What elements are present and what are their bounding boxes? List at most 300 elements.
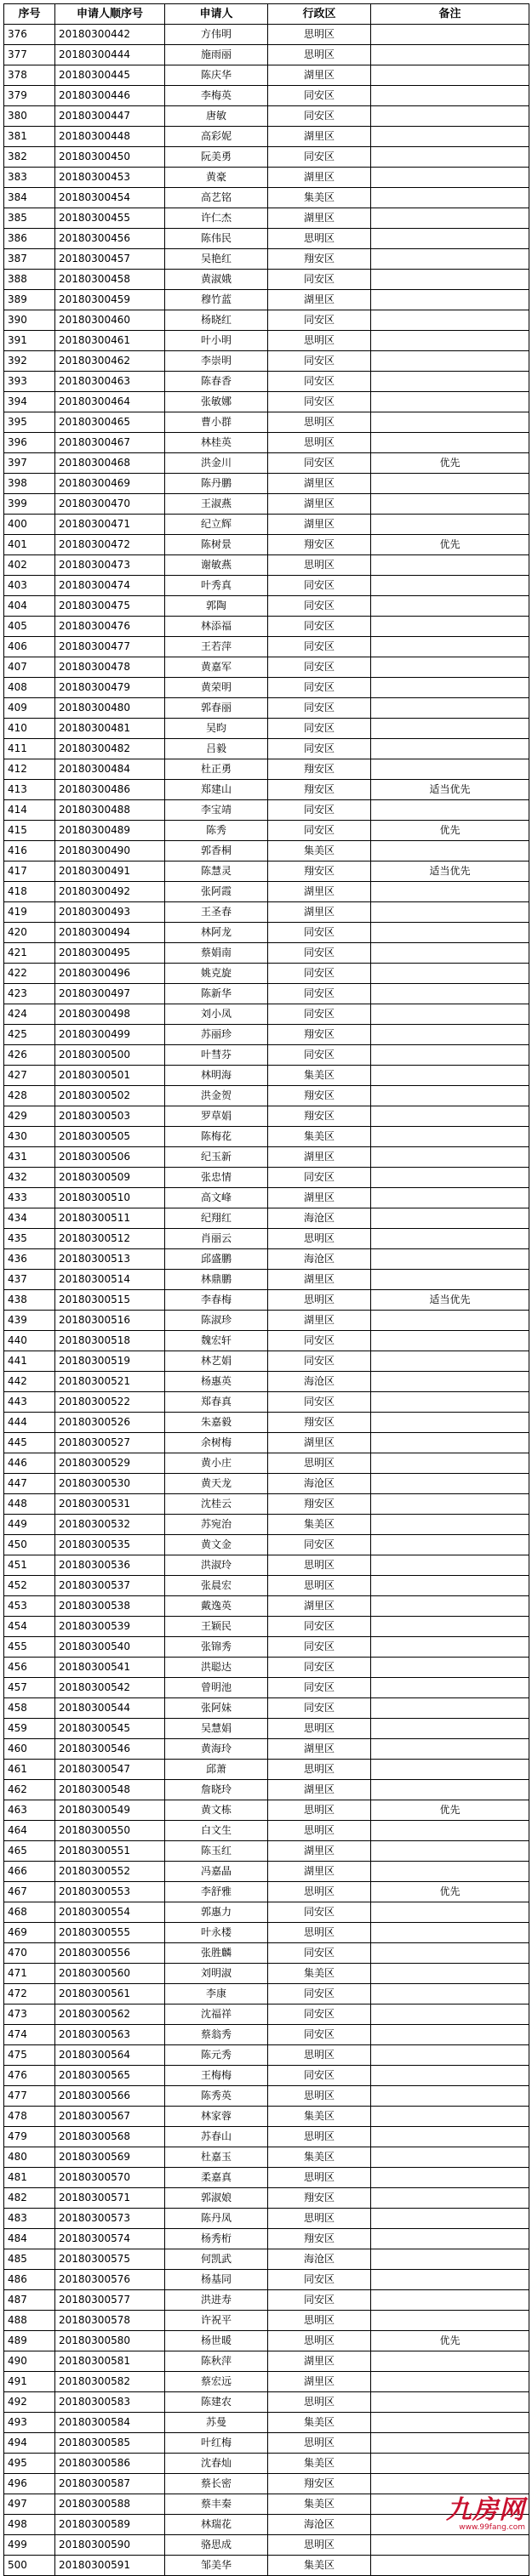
- table-row: [4, 2249, 529, 2270]
- cell-name: 叶红梅: [165, 2433, 268, 2454]
- table-row: [4, 2209, 529, 2229]
- cell-remark: [371, 739, 529, 759]
- cell-remark: [371, 902, 529, 923]
- cell-code: 20180300563: [55, 2025, 165, 2045]
- cell-district: 思明区: [268, 1760, 371, 1780]
- cell-district: 思明区: [268, 2086, 371, 2107]
- cell-no: 466: [4, 1862, 55, 1882]
- cell-remark: 适当优先: [371, 1290, 529, 1311]
- cell-remark: [371, 45, 529, 65]
- cell-name: 洪淑玲: [165, 1555, 268, 1576]
- table-row: [4, 657, 529, 678]
- cell-name: 蔡丰秦: [165, 2494, 268, 2515]
- cell-remark: [371, 1331, 529, 1351]
- cell-district: 湖里区: [268, 1311, 371, 1331]
- cell-district: 湖里区: [268, 127, 371, 147]
- cell-name: 白文生: [165, 1821, 268, 1841]
- cell-remark: [371, 331, 529, 351]
- cell-remark: [371, 1004, 529, 1025]
- cell-district: 思明区: [268, 1453, 371, 1474]
- cell-no: 415: [4, 821, 55, 841]
- cell-no: 439: [4, 1311, 55, 1331]
- cell-no: 394: [4, 392, 55, 412]
- cell-name: 黄豪: [165, 168, 268, 188]
- table-row: [4, 1637, 529, 1658]
- cell-district: 思明区: [268, 1821, 371, 1841]
- cell-no: 473: [4, 2005, 55, 2025]
- cell-name: 杨秀桁: [165, 2229, 268, 2249]
- cell-name: 李康: [165, 1984, 268, 2005]
- cell-no: 462: [4, 1780, 55, 1800]
- cell-code: 20180300519: [55, 1351, 165, 1372]
- cell-remark: [371, 1760, 529, 1780]
- cell-district: 思明区: [268, 555, 371, 576]
- cell-code: 20180300576: [55, 2270, 165, 2290]
- cell-district: 湖里区: [268, 65, 371, 86]
- cell-code: 20180300476: [55, 617, 165, 637]
- table-row: [4, 1433, 529, 1453]
- cell-no: 471: [4, 1964, 55, 1984]
- table-row: [4, 1515, 529, 1535]
- cell-code: 20180300486: [55, 780, 165, 800]
- cell-district: 集美区: [268, 2147, 371, 2168]
- cell-district: 湖里区: [268, 2351, 371, 2372]
- cell-code: 20180300585: [55, 2433, 165, 2454]
- cell-district: 同安区: [268, 1902, 371, 1923]
- cell-remark: [371, 1229, 529, 1249]
- cell-remark: [371, 2066, 529, 2086]
- cell-remark: [371, 168, 529, 188]
- cell-district: 集美区: [268, 2107, 371, 2127]
- cell-district: 集美区: [268, 1127, 371, 1147]
- cell-district: 翔安区: [268, 535, 371, 555]
- cell-district: 同安区: [268, 453, 371, 474]
- cell-code: 20180300537: [55, 1576, 165, 1596]
- cell-district: 海沧区: [268, 1208, 371, 1229]
- cell-name: 吴昀: [165, 719, 268, 739]
- cell-remark: [371, 2025, 529, 2045]
- cell-no: 447: [4, 1474, 55, 1494]
- cell-no: 459: [4, 1719, 55, 1739]
- cell-code: 20180300473: [55, 555, 165, 576]
- cell-district: 同安区: [268, 147, 371, 168]
- cell-no: 416: [4, 841, 55, 862]
- cell-code: 20180300550: [55, 1821, 165, 1841]
- cell-district: 同安区: [268, 1351, 371, 1372]
- cell-remark: [371, 1086, 529, 1106]
- cell-district: 翔安区: [268, 1086, 371, 1106]
- table-row: [4, 1739, 529, 1760]
- cell-name: 魏宏轩: [165, 1331, 268, 1351]
- cell-code: 20180300514: [55, 1270, 165, 1290]
- table-row: [4, 372, 529, 392]
- cell-name: 施雨丽: [165, 45, 268, 65]
- cell-district: 同安区: [268, 576, 371, 596]
- cell-remark: [371, 208, 529, 229]
- cell-no: 408: [4, 678, 55, 698]
- cell-district: 湖里区: [268, 2372, 371, 2392]
- cell-name: 苏曼: [165, 2413, 268, 2433]
- table-row: [4, 2025, 529, 2045]
- cell-name: 黄文栋: [165, 1800, 268, 1821]
- cell-code: 20180300442: [55, 25, 165, 45]
- cell-district: 同安区: [268, 617, 371, 637]
- cell-remark: [371, 392, 529, 412]
- cell-no: 495: [4, 2454, 55, 2474]
- table-row: [4, 1821, 529, 1841]
- cell-code: 20180300531: [55, 1494, 165, 1515]
- cell-code: 20180300482: [55, 739, 165, 759]
- table-row: [4, 290, 529, 310]
- cell-district: 同安区: [268, 943, 371, 964]
- table-row: [4, 1351, 529, 1372]
- cell-district: 同安区: [268, 106, 371, 127]
- cell-no: 399: [4, 494, 55, 515]
- cell-name: 高艺铭: [165, 188, 268, 208]
- cell-code: 20180300522: [55, 1392, 165, 1413]
- cell-name: 蔡长密: [165, 2474, 268, 2494]
- cell-district: 海沧区: [268, 1372, 371, 1392]
- table-row: [4, 2372, 529, 2392]
- cell-district: 集美区: [268, 2454, 371, 2474]
- cell-name: 洪进寿: [165, 2290, 268, 2311]
- cell-district: 翔安区: [268, 1025, 371, 1045]
- cell-district: 翔安区: [268, 862, 371, 882]
- cell-district: 同安区: [268, 2005, 371, 2025]
- cell-remark: [371, 759, 529, 780]
- cell-name: 郑建山: [165, 780, 268, 800]
- cell-code: 20180300474: [55, 576, 165, 596]
- cell-no: 440: [4, 1331, 55, 1351]
- table-row: [4, 2351, 529, 2372]
- cell-code: 20180300542: [55, 1678, 165, 1698]
- cell-remark: 优先: [371, 1882, 529, 1902]
- cell-remark: [371, 1515, 529, 1535]
- cell-code: 20180300484: [55, 759, 165, 780]
- cell-code: 20180300467: [55, 433, 165, 453]
- cell-district: 同安区: [268, 800, 371, 821]
- cell-name: 张敏娜: [165, 392, 268, 412]
- cell-code: 20180300555: [55, 1923, 165, 1943]
- cell-name: 陈梅花: [165, 1127, 268, 1147]
- cell-code: 20180300541: [55, 1658, 165, 1678]
- cell-remark: 适当优先: [371, 862, 529, 882]
- cell-code: 20180300447: [55, 106, 165, 127]
- cell-remark: [371, 2147, 529, 2168]
- cell-name: 陈玉红: [165, 1841, 268, 1862]
- cell-remark: 优先: [371, 2331, 529, 2351]
- cell-code: 20180300581: [55, 2351, 165, 2372]
- cell-name: 陈树景: [165, 535, 268, 555]
- cell-no: 486: [4, 2270, 55, 2290]
- cell-name: 黄荣明: [165, 678, 268, 698]
- table-row: [4, 433, 529, 453]
- table-row: [4, 1719, 529, 1739]
- cell-remark: [371, 290, 529, 310]
- cell-district: 湖里区: [268, 1270, 371, 1290]
- table-row: [4, 208, 529, 229]
- cell-name: 纪翔红: [165, 1208, 268, 1229]
- cell-name: 陈庆华: [165, 65, 268, 86]
- cell-remark: [371, 2127, 529, 2147]
- cell-remark: [371, 2045, 529, 2066]
- cell-no: 392: [4, 351, 55, 372]
- cell-remark: [371, 106, 529, 127]
- cell-no: 478: [4, 2107, 55, 2127]
- cell-name: 肖丽云: [165, 1229, 268, 1249]
- cell-remark: [371, 1494, 529, 1515]
- cell-code: 20180300560: [55, 1964, 165, 1984]
- cell-code: 20180300573: [55, 2209, 165, 2229]
- cell-remark: 优先: [371, 1800, 529, 1821]
- cell-district: 翔安区: [268, 249, 371, 270]
- table-row: [4, 515, 529, 535]
- cell-no: 475: [4, 2045, 55, 2066]
- cell-no: 402: [4, 555, 55, 576]
- cell-no: 434: [4, 1208, 55, 1229]
- cell-district: 思明区: [268, 1923, 371, 1943]
- cell-code: 20180300549: [55, 1800, 165, 1821]
- table-row: [4, 2535, 529, 2556]
- cell-district: 翔安区: [268, 1413, 371, 1433]
- cell-district: 集美区: [268, 1066, 371, 1086]
- table-row: [4, 1862, 529, 1882]
- cell-district: 翔安区: [268, 1494, 371, 1515]
- cell-no: 429: [4, 1106, 55, 1127]
- cell-district: 翔安区: [268, 2229, 371, 2249]
- table-row: [4, 1923, 529, 1943]
- cell-district: 思明区: [268, 2535, 371, 2556]
- table-row: [4, 1800, 529, 1821]
- table-row: [4, 2290, 529, 2311]
- cell-name: 陈丹凤: [165, 2209, 268, 2229]
- cell-no: 464: [4, 1821, 55, 1841]
- cell-district: 同安区: [268, 372, 371, 392]
- cell-remark: [371, 923, 529, 943]
- table-row: [4, 923, 529, 943]
- cell-no: 427: [4, 1066, 55, 1086]
- watermark-logo-text: 九房网: [446, 2495, 525, 2525]
- cell-name: 郑春真: [165, 1392, 268, 1413]
- cell-no: 431: [4, 1147, 55, 1168]
- cell-district: 同安区: [268, 392, 371, 412]
- cell-name: 陈建农: [165, 2392, 268, 2413]
- cell-remark: [371, 1678, 529, 1698]
- cell-name: 陈慧灵: [165, 862, 268, 882]
- cell-no: 472: [4, 1984, 55, 2005]
- cell-code: 20180300578: [55, 2311, 165, 2331]
- cell-district: 集美区: [268, 2556, 371, 2576]
- table-row: [4, 147, 529, 168]
- cell-name: 何凯武: [165, 2249, 268, 2270]
- table-row: [4, 2229, 529, 2249]
- cell-no: 409: [4, 698, 55, 719]
- cell-no: 428: [4, 1086, 55, 1106]
- cell-remark: [371, 515, 529, 535]
- cell-remark: [371, 1698, 529, 1719]
- cell-name: 郭淑娘: [165, 2188, 268, 2209]
- cell-name: 林桂英: [165, 433, 268, 453]
- cell-code: 20180300513: [55, 1249, 165, 1270]
- cell-name: 余树梅: [165, 1433, 268, 1453]
- cell-no: 487: [4, 2290, 55, 2311]
- cell-name: 许祝平: [165, 2311, 268, 2331]
- cell-code: 20180300446: [55, 86, 165, 106]
- table-row: [4, 862, 529, 882]
- cell-remark: [371, 2556, 529, 2576]
- cell-district: 湖里区: [268, 494, 371, 515]
- cell-no: 401: [4, 535, 55, 555]
- cell-code: 20180300457: [55, 249, 165, 270]
- cell-remark: [371, 2270, 529, 2290]
- cell-district: 同安区: [268, 719, 371, 739]
- cell-remark: [371, 1351, 529, 1372]
- cell-remark: [371, 249, 529, 270]
- cell-district: 思明区: [268, 331, 371, 351]
- cell-no: 482: [4, 2188, 55, 2209]
- cell-code: 20180300580: [55, 2331, 165, 2351]
- table-row: [4, 2413, 529, 2433]
- table-body: [4, 25, 529, 2576]
- cell-code: 20180300481: [55, 719, 165, 739]
- cell-name: 曾明池: [165, 1678, 268, 1698]
- header-code: 申请人顺序号: [55, 4, 165, 25]
- table-row: [4, 739, 529, 759]
- cell-remark: [371, 2454, 529, 2474]
- table-row: [4, 637, 529, 657]
- cell-no: 383: [4, 168, 55, 188]
- cell-no: 442: [4, 1372, 55, 1392]
- cell-name: 李崇明: [165, 351, 268, 372]
- cell-no: 411: [4, 739, 55, 759]
- cell-district: 思明区: [268, 2392, 371, 2413]
- table-row: [4, 2005, 529, 2025]
- table-row: [4, 1413, 529, 1433]
- cell-remark: [371, 800, 529, 821]
- cell-code: 20180300577: [55, 2290, 165, 2311]
- cell-no: 385: [4, 208, 55, 229]
- cell-remark: [371, 678, 529, 698]
- cell-code: 20180300453: [55, 168, 165, 188]
- cell-name: 方伟明: [165, 25, 268, 45]
- table-row: [4, 392, 529, 412]
- cell-code: 20180300540: [55, 1637, 165, 1658]
- cell-no: 446: [4, 1453, 55, 1474]
- table-row: [4, 453, 529, 474]
- table-row: [4, 494, 529, 515]
- cell-code: 20180300480: [55, 698, 165, 719]
- cell-code: 20180300461: [55, 331, 165, 351]
- cell-remark: [371, 719, 529, 739]
- cell-district: 湖里区: [268, 1739, 371, 1760]
- cell-no: 421: [4, 943, 55, 964]
- cell-code: 20180300448: [55, 127, 165, 147]
- cell-no: 410: [4, 719, 55, 739]
- cell-name: 杨晓红: [165, 310, 268, 331]
- table-row: [4, 1086, 529, 1106]
- cell-code: 20180300554: [55, 1902, 165, 1923]
- cell-district: 同安区: [268, 270, 371, 290]
- cell-no: 407: [4, 657, 55, 678]
- cell-code: 20180300455: [55, 208, 165, 229]
- cell-remark: [371, 25, 529, 45]
- table-row: [4, 1555, 529, 1576]
- cell-remark: [371, 2351, 529, 2372]
- cell-code: 20180300529: [55, 1453, 165, 1474]
- cell-district: 同安区: [268, 2025, 371, 2045]
- cell-name: 王若萍: [165, 637, 268, 657]
- cell-remark: [371, 270, 529, 290]
- cell-district: 集美区: [268, 2494, 371, 2515]
- table-row: [4, 249, 529, 270]
- cell-district: 湖里区: [268, 1862, 371, 1882]
- cell-remark: [371, 1943, 529, 1964]
- cell-name: 陈丹鹏: [165, 474, 268, 494]
- cell-remark: [371, 1984, 529, 2005]
- header-no: 序号: [4, 4, 55, 25]
- cell-remark: [371, 1739, 529, 1760]
- cell-remark: [371, 1311, 529, 1331]
- cell-remark: [371, 65, 529, 86]
- cell-no: 436: [4, 1249, 55, 1270]
- cell-no: 422: [4, 964, 55, 984]
- cell-district: 同安区: [268, 1045, 371, 1066]
- cell-remark: [371, 2413, 529, 2433]
- cell-name: 叶小明: [165, 331, 268, 351]
- cell-no: 489: [4, 2331, 55, 2351]
- cell-name: 陈新华: [165, 984, 268, 1004]
- cell-name: 戴逸英: [165, 1596, 268, 1617]
- table-row: [4, 2311, 529, 2331]
- table-row: [4, 2107, 529, 2127]
- table-row: [4, 678, 529, 698]
- table-row: [4, 2045, 529, 2066]
- cell-remark: [371, 1392, 529, 1413]
- cell-no: 455: [4, 1637, 55, 1658]
- cell-remark: [371, 1147, 529, 1168]
- table-row: [4, 127, 529, 147]
- cell-code: 20180300532: [55, 1515, 165, 1535]
- cell-district: 翔安区: [268, 2474, 371, 2494]
- cell-district: 集美区: [268, 188, 371, 208]
- cell-district: 思明区: [268, 25, 371, 45]
- table-row: [4, 2086, 529, 2107]
- cell-code: 20180300468: [55, 453, 165, 474]
- cell-remark: [371, 2168, 529, 2188]
- cell-remark: [371, 229, 529, 249]
- cell-no: 497: [4, 2494, 55, 2515]
- table-row: [4, 1453, 529, 1474]
- cell-no: 465: [4, 1841, 55, 1862]
- cell-remark: 优先: [371, 821, 529, 841]
- cell-code: 20180300568: [55, 2127, 165, 2147]
- cell-name: 陈伟民: [165, 229, 268, 249]
- table-row: [4, 1902, 529, 1923]
- cell-no: 454: [4, 1617, 55, 1637]
- cell-remark: [371, 372, 529, 392]
- cell-code: 20180300574: [55, 2229, 165, 2249]
- cell-no: 460: [4, 1739, 55, 1760]
- cell-district: 同安区: [268, 1168, 371, 1188]
- cell-code: 20180300564: [55, 2045, 165, 2066]
- cell-no: 500: [4, 2556, 55, 2576]
- cell-remark: [371, 841, 529, 862]
- cell-no: 419: [4, 902, 55, 923]
- cell-no: 391: [4, 331, 55, 351]
- cell-district: 湖里区: [268, 1147, 371, 1168]
- cell-code: 20180300478: [55, 657, 165, 678]
- cell-name: 张阿妹: [165, 1698, 268, 1719]
